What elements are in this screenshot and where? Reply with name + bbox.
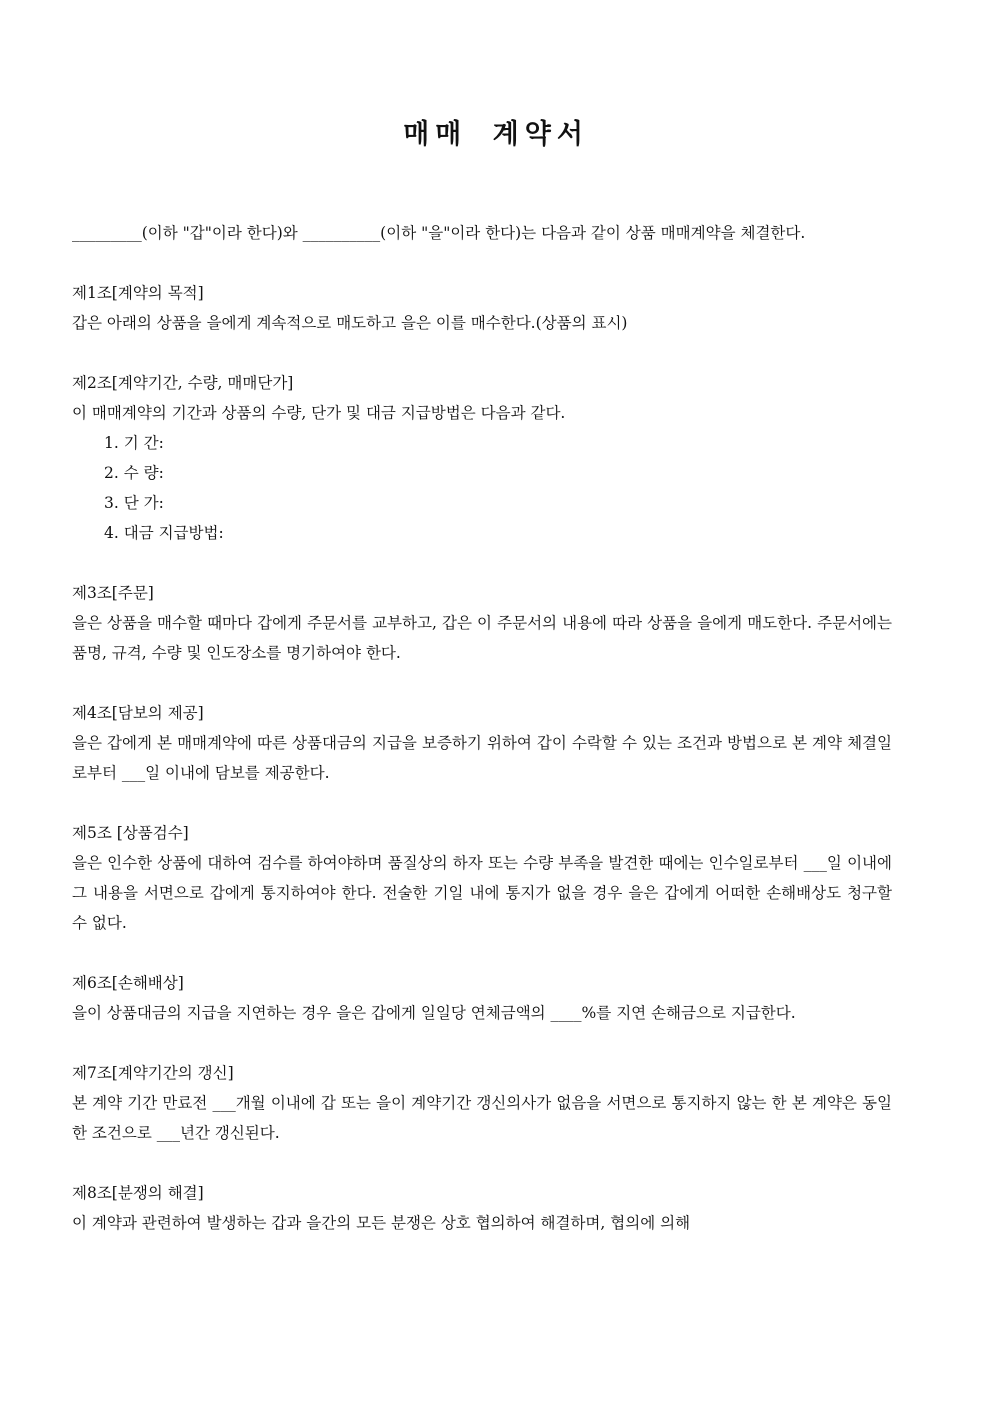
document-body xyxy=(72,218,892,1238)
article-3-heading: 제3조[주문] xyxy=(72,584,154,602)
article-7-text: 본 계약 기간 만료전 ___개월 이내에 갑 또는 을이 계약기간 갱신의사가 없음을 서면으로 통지하지 않는 한 본 계약은 동일한 조건으로 ___년간 갱신된다. xyxy=(72,1094,892,1142)
article-6-text: 을이 상품대금의 지급을 지연하는 경우 을은 갑에게 일일당 연체금액의 ____%를 지연 손해금으로 지급한다. xyxy=(72,1004,796,1022)
article-2-heading: 제2조[계약기간, 수량, 매매단가] xyxy=(72,374,294,392)
article-2-item-period: 1. 기 간: xyxy=(104,434,164,452)
document-title: 매매 계약서 xyxy=(403,119,589,150)
article-5-heading: 제5조 [상품검수] xyxy=(72,824,189,842)
article-2-item-unit-price: 3. 단 가: xyxy=(104,494,164,512)
article-8-heading: 제8조[분쟁의 해결] xyxy=(72,1184,204,1202)
article-8-text: 이 계약과 관련하여 발생하는 갑과 을간의 모든 분쟁은 상호 협의하여 해결하며, 협의에 의해 xyxy=(72,1214,691,1232)
article-1-text: 갑은 아래의 상품을 을에게 계속적으로 매도하고 을은 이를 매수한다.(상품의 표시) xyxy=(72,314,628,332)
article-7-heading: 제7조[계약기간의 갱신] xyxy=(72,1064,234,1082)
article-4-heading: 제4조[담보의 제공] xyxy=(72,704,204,722)
intro-paragraph: _________(이하 "갑"이라 한다)와 __________(이하 "을"이라 한다)는 다음과 같이 상품 매매계약을 체결한다. xyxy=(72,224,806,242)
article-4-text: 을은 갑에게 본 매매계약에 따른 상품대금의 지급을 보증하기 위하여 갑이 수락할 수 있는 조건과 방법으로 본 계약 체결일로부터 ___일 이내에 담보를 제공한다. xyxy=(72,734,892,782)
article-5-text: 을은 인수한 상품에 대하여 검수를 하여야하며 품질상의 하자 또는 수량 부족을 발견한 때에는 인수일로부터 ___일 이내에 그 내용을 서면으로 갑에게 통지하여야 한다. 전술한 기일 내에 통지가 없을 경우 을은 갑에게 어떠한 손해배상도 청구할 수 없다. xyxy=(72,854,892,932)
article-1-heading: 제1조[계약의 목적] xyxy=(72,284,204,302)
article-6-heading: 제6조[손해배상] xyxy=(72,974,184,992)
article-2-text: 이 매매계약의 기간과 상품의 수량, 단가 및 대금 지급방법은 다음과 같다. xyxy=(72,404,566,422)
article-2-item-payment: 4. 대금 지급방법: xyxy=(104,524,224,542)
article-2-item-quantity: 2. 수 량: xyxy=(104,464,164,482)
article-3-text: 을은 상품을 매수할 때마다 갑에게 주문서를 교부하고, 갑은 이 주문서의 내용에 따라 상품을 을에게 매도한다. 주문서에는 품명, 규격, 수량 및 인도장소를 명기하여야 한다. xyxy=(72,614,892,662)
